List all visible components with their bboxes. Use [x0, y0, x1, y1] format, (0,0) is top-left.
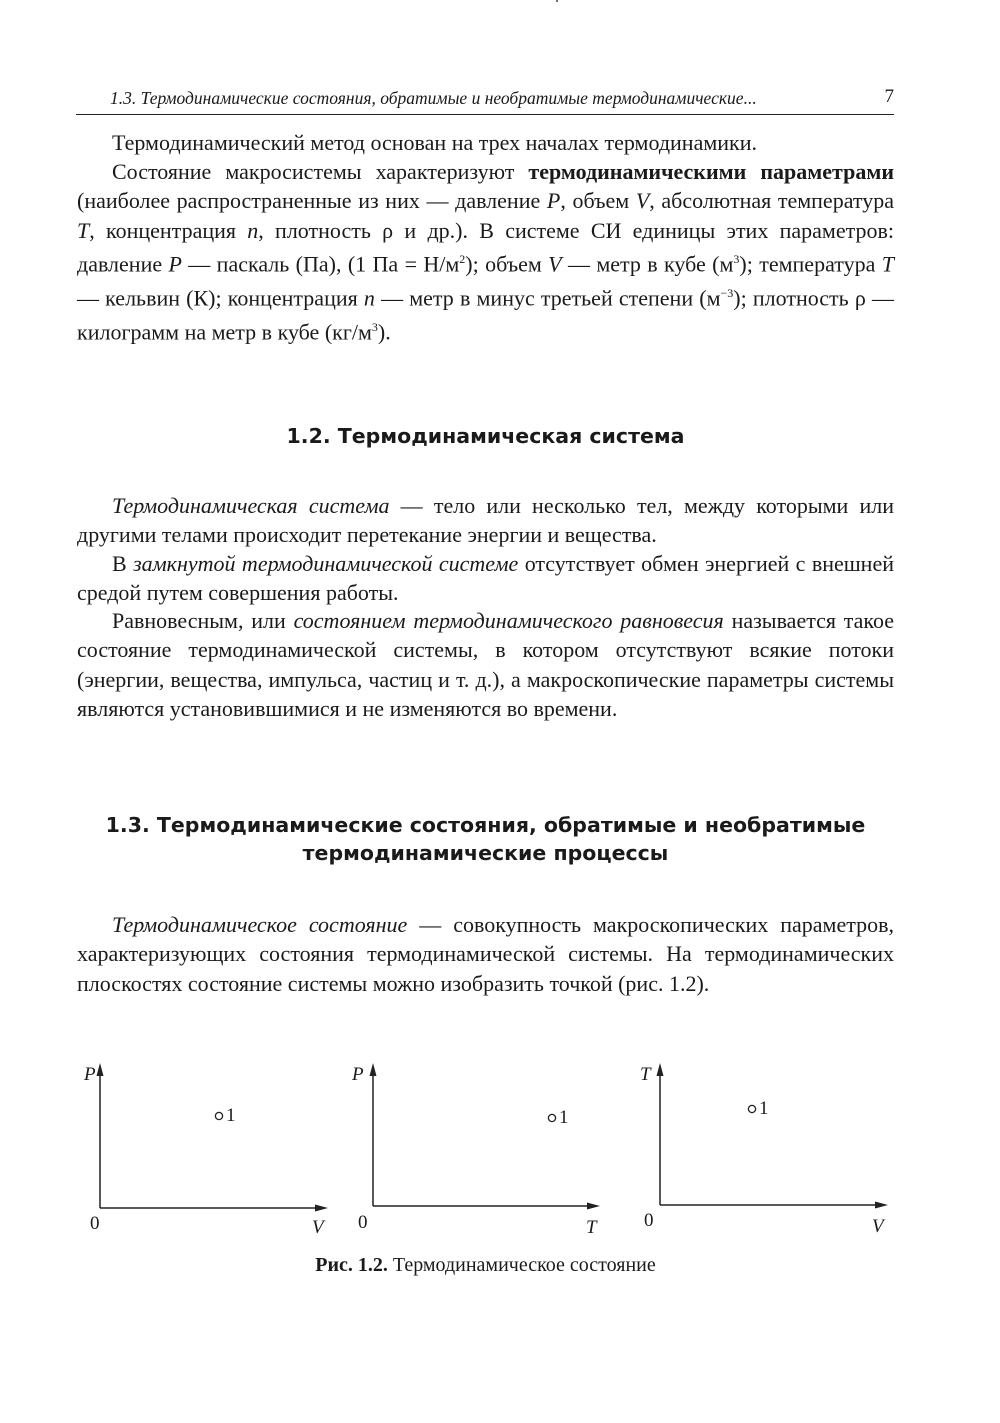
figure-caption-number: Рис. 1.2. — [315, 1254, 388, 1276]
section-1-2-paragraph-2: В замкнутой термодинамической системе отсутствует обмен энергией с внешней средой путем совершения работы. — [77, 551, 894, 606]
origin-label: 0 — [358, 1212, 368, 1233]
running-header-title: 1.3. Термодинамические состояния, обратимые и необратимые термодинамические... — [110, 88, 757, 108]
graph-p-v — [78, 1060, 338, 1240]
graph-t-v-axes — [636, 1060, 896, 1240]
page-number: 7 — [884, 86, 894, 107]
graph-t-v — [636, 1060, 896, 1240]
origin-label: 0 — [90, 1213, 100, 1234]
x-axis-label: V — [312, 1217, 324, 1238]
y-axis-label: T — [640, 1064, 651, 1085]
term-thermodynamic-parameters: термодинамическими параметрами — [528, 159, 894, 184]
figure-caption — [77, 1254, 894, 1277]
intro-paragraph-1: Термодинамический метод основан на трех началах термодинамики. — [112, 130, 758, 155]
section-1-2-paragraph-3: Равновесным, или состоянием термодинамического равновесия называется такое состояние термодинамической системы, в котором отсутствуют всякие потоки (энергии, вещества, импульса, частиц и т. д.), а макроскопические параметры системы являются установившимися и не изменяются во времени. — [77, 608, 895, 722]
state-point-1 — [548, 1114, 555, 1121]
point-label: 1 — [559, 1107, 569, 1128]
point-label: 1 — [226, 1105, 236, 1126]
graph-p-t — [350, 1060, 610, 1240]
section-1-2-heading: 1.2. Термодинамическая система — [286, 424, 685, 448]
intro-paragraph-2: Состояние макросистемы характеризуют термодинамическими параметрами (наиболее распространенные из них — давление P, объем V, абсолютная температура T, концентрация n, плотность ρ и др.). В системе СИ единицы этих параметров: давление P — паскаль (Па), (1 Па = $Н/м^2$); объем V — метр в кубе $(м^3)$; температура T — кельвин (К); концентрация n — метр в минус третьей степени $(м^{-3})$; плотность ρ — килограмм на метр в кубе $(кг/м^3)$. — [77, 159, 894, 345]
y-axis-label: P — [352, 1064, 364, 1085]
origin-label: 0 — [644, 1210, 654, 1231]
graph-p-v-axes — [78, 1060, 338, 1240]
state-point-1 — [215, 1112, 222, 1119]
section-1-3-paragraph-1: Термодинамическое состояние — совокупность макроскопических параметров, характеризующих состояния термодинамической системы. На термодинамических плоскостях состояние системы можно изобразить точкой (рис. 1.2). — [77, 912, 894, 996]
point-label: 1 — [759, 1098, 769, 1119]
state-point-1 — [748, 1105, 755, 1112]
x-axis-label: T — [586, 1217, 597, 1238]
section-1-2-paragraph-1: Термодинамическая система — тело или несколько тел, между которыми или другими телами происходит перетекание энергии и вещества. — [77, 493, 894, 548]
running-header — [76, 84, 894, 115]
x-axis-label: V — [872, 1216, 884, 1237]
y-axis-label: P — [84, 1064, 96, 1085]
scan-speck — [555, 0, 559, 2]
section-1-3-heading: 1.3. Термодинамические состояния, обратимые и необратимые термодинамические процессы — [105, 813, 866, 865]
figure-caption-text: Термодинамическое состояние — [387, 1254, 656, 1276]
graph-p-t-axes — [350, 1060, 610, 1240]
